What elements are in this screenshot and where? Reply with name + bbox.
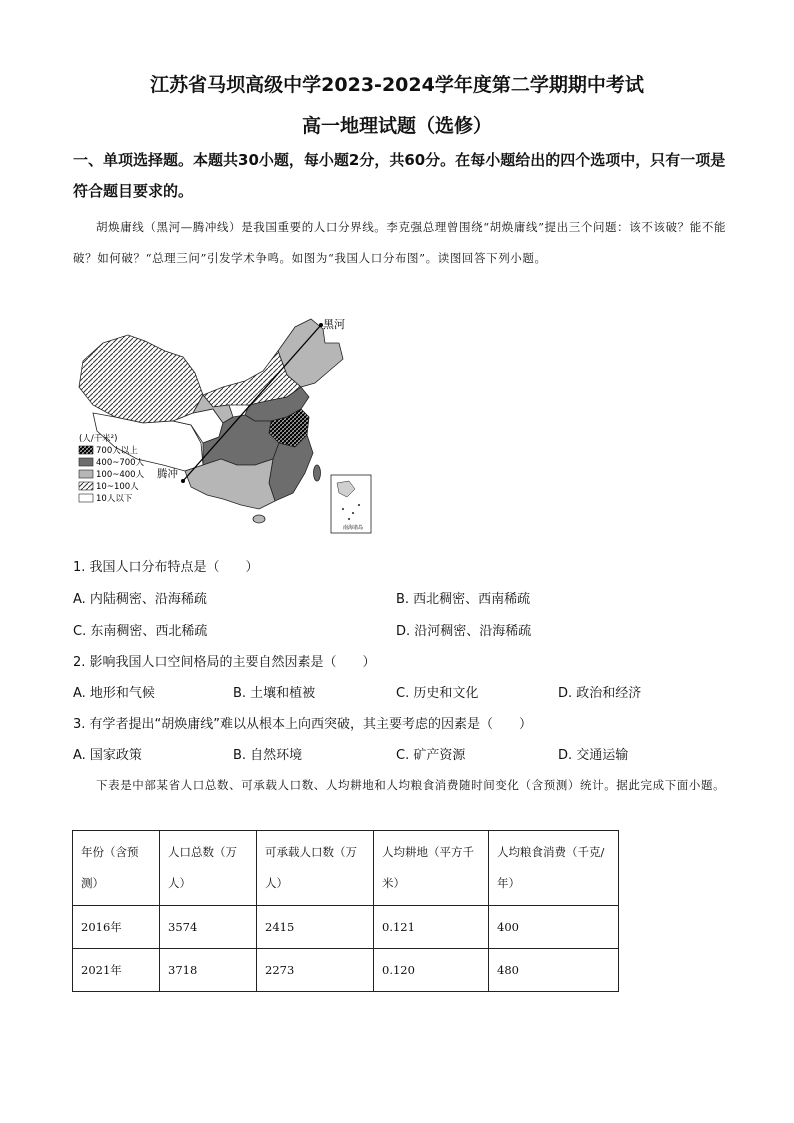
question-3-stem: 3. 有学者提出“胡焕庸线”难以从根本上向西突破，其主要考虑的因素是（ ） — [73, 717, 533, 732]
question-1-option-c[interactable]: C. 东南稠密、西北稀疏 — [73, 624, 208, 639]
region-hainan — [253, 515, 265, 523]
label-heihe: 黑河 — [323, 318, 345, 331]
section-heading: 一、单项选择题。本题共30小题，每小题2分，共60分。在每小题给出的四个选项中，只有一项是符合题目要求的。 — [73, 151, 726, 200]
question-3-option-b[interactable]: B. 自然环境 — [233, 748, 303, 763]
question-2-option-b[interactable]: B. 土壤和植被 — [233, 686, 316, 701]
legend-title: (人/千米²) — [79, 434, 118, 444]
table-cell: 3574 — [160, 906, 257, 949]
inset-label: 南海诸岛 — [343, 525, 364, 531]
table-cell: 2273 — [257, 949, 374, 992]
table-cell: 0.120 — [374, 949, 489, 992]
label-tengchong: 腾冲 — [157, 468, 178, 480]
population-map — [73, 313, 373, 545]
question-1-stem: 1. 我国人口分布特点是（ ） — [73, 560, 259, 575]
question-1-option-b[interactable]: B. 西北稠密、西南稀疏 — [396, 592, 531, 607]
table-cell: 3718 — [160, 949, 257, 992]
region-southwest — [185, 459, 275, 509]
legend-item: 10~100人 — [96, 482, 139, 492]
table-row — [73, 906, 619, 949]
table-cell: 400 — [489, 906, 619, 949]
question-1-option-d[interactable]: D. 沿河稠密、沿海稀疏 — [396, 624, 532, 639]
table-cell: 480 — [489, 949, 619, 992]
intro-paragraph-2: 下表是中部某省人口总数、可承载人口数、人均耕地和人均粮食消费随时间变化（含预测）统计。据此完成下面小题。 — [96, 778, 726, 792]
table-header-row — [73, 831, 619, 906]
question-2-option-a[interactable]: A. 地形和气候 — [73, 686, 155, 701]
region-xinjiang — [79, 335, 203, 423]
question-3-option-d[interactable]: D. 交通运输 — [558, 748, 629, 763]
exam-subtitle: 高一地理试题（选修） — [301, 115, 492, 137]
region-taiwan — [314, 465, 321, 481]
legend-item: 100~400人 — [96, 470, 145, 480]
question-2-stem: 2. 影响我国人口空间格局的主要自然因素是（ ） — [73, 655, 376, 670]
legend-item: 400~700人 — [96, 458, 145, 468]
table-cell: 2021年 — [73, 949, 160, 992]
table-cell: 0.121 — [374, 906, 489, 949]
table-cell: 2415 — [257, 906, 374, 949]
question-3-option-a[interactable]: A. 国家政策 — [73, 748, 142, 763]
question-2-option-d[interactable]: D. 政治和经济 — [558, 686, 642, 701]
table-header-cell: 可承载人口数（万人） — [257, 831, 374, 906]
table-header-cell: 人均粮食消费（千克/年） — [489, 831, 619, 906]
table-header-cell: 年份（含预测） — [73, 831, 160, 906]
south-china-sea-inset — [331, 475, 371, 533]
table-header-cell: 人口总数（万人） — [160, 831, 257, 906]
table-cell: 2016年 — [73, 906, 160, 949]
exam-title: 江苏省马坝高级中学2023-2024学年度第二学期期中考试 — [150, 74, 644, 96]
tengchong-point — [181, 479, 185, 483]
intro-paragraph-1: 胡焕庸线（黑河—腾冲线）是我国重要的人口分界线。李克强总理曾围绕“胡焕庸线”提出三个问题：该不该破？能不能破？如何破？“总理三问”引发学术争鸣。如图为“我国人口分布图”。读图回答下列小题。 — [73, 220, 727, 265]
statistics-table — [72, 830, 619, 992]
legend-item: 10人以下 — [96, 494, 133, 504]
legend-item: 700人以上 — [96, 446, 138, 456]
question-1-option-a[interactable]: A. 内陆稠密、沿海稀疏 — [73, 592, 207, 607]
question-3-option-c[interactable]: C. 矿产资源 — [396, 748, 466, 763]
table-row — [73, 949, 619, 992]
question-2-option-c[interactable]: C. 历史和文化 — [396, 686, 479, 701]
table-header-cell: 人均耕地（平方千米） — [374, 831, 489, 906]
